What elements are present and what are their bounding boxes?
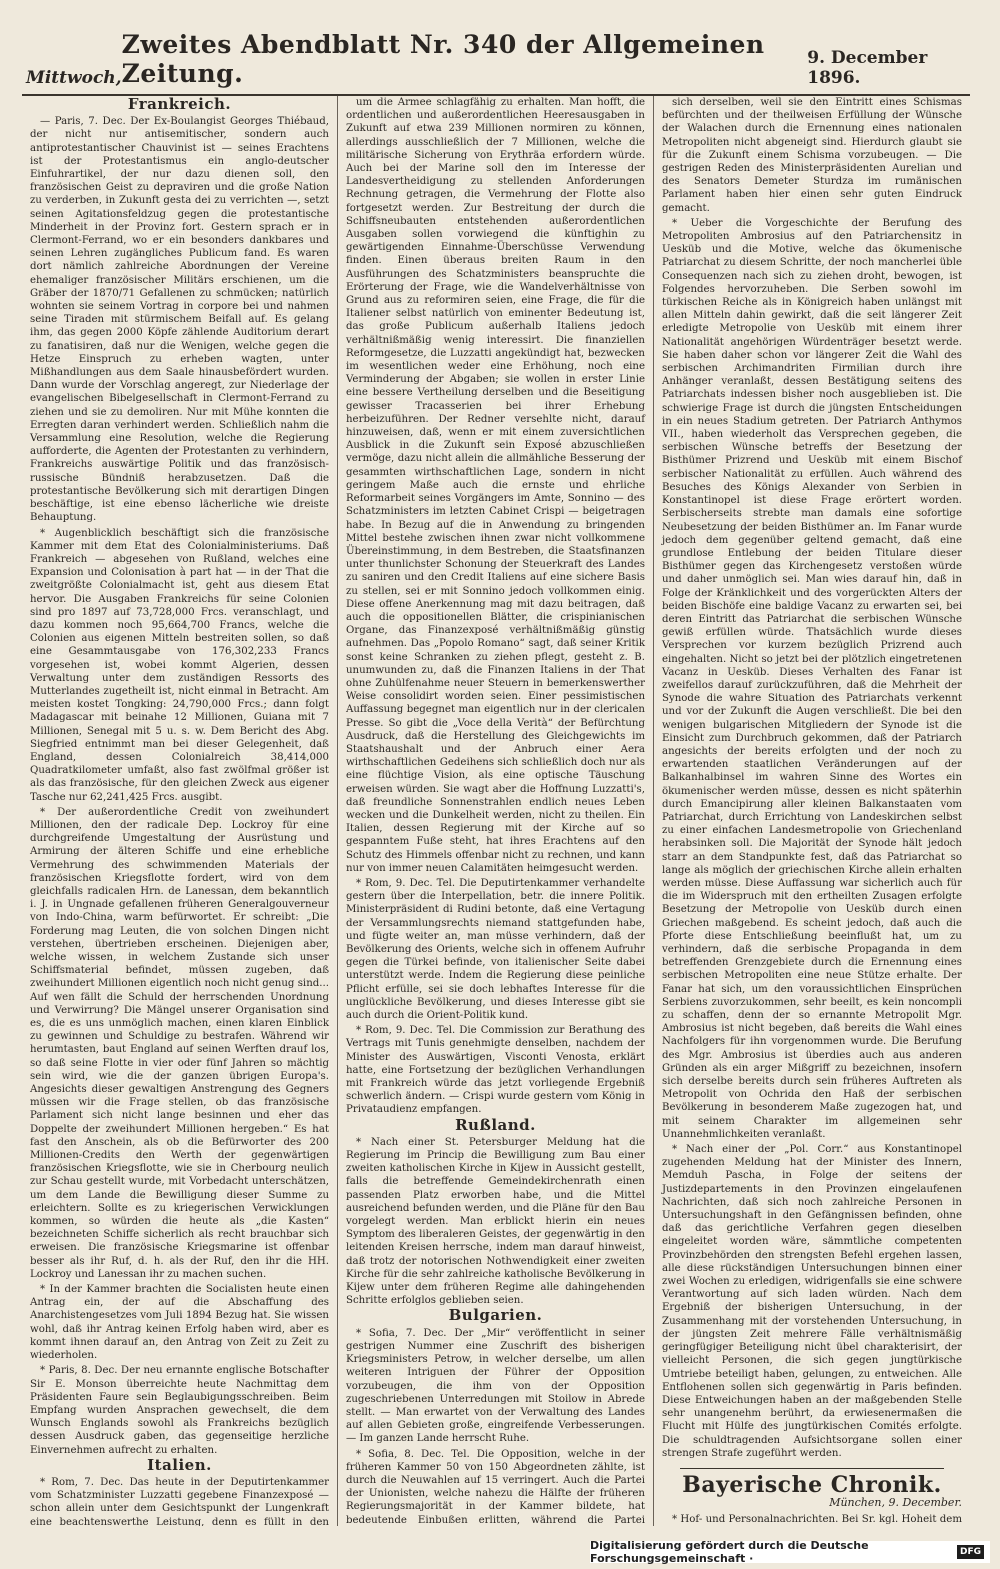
column-1 [22, 96, 338, 1526]
section-divider [680, 1468, 944, 1469]
column-3 [654, 96, 970, 1526]
article-paragraph: * Rom, 9. Dec. Tel. Die Deputirtenkammer verhandelte gestern über die Interpellation, betr. die innere Politik. Ministerpräsident di Rudini betonte, daß eine Vertagung der Versammlungsrechts niemand stattgefunden habe, und fügte weiter an, man müsse verhindern, daß der Bevölkerung des Orients, welche sich in offenem Aufruhr gegen die Türkei befinde, von italienischer Seite dabei unterstützt werde. Indem die Regierung diese peinliche Pflicht erfülle, sei sie doch lebhaftes Interesse für die unglückliche Bevölkerung, und dieses Interesse gibt sie auch durch die Orient-Politik kund. [346, 877, 645, 1022]
footer-credit: Digitalisierung gefördert durch die Deutsche Forschungsgemeinschaft · [590, 1539, 869, 1565]
article-paragraph: * Augenblicklich beschäftigt sich die französische Kammer mit dem Etat des Colonialministeriums. Daß Frankreich — abgesehen von Rußland, welches eine Expansion und Colonisation à part hat — in der That die zweitgrößte Colonialmacht ist, geht aus diesem Etat hervor. Die Ausgaben Frankreichs für seine Colonien sind pro 1897 auf 73,728,000 Frcs. veranschlagt, und dazu kommen noch 95,664,700 Francs, welche die Colonien aus eigenen Mitteln bestreiten sollen, so daß eine Gesammtausgabe von 176,302,233 Francs vorgesehen ist, wobei kommt Algerien, dessen Verwaltung unter dem zuständigen Ressorts des Mutterlandes zugetheilt ist, nicht einmal in Betracht. Am meisten kostet Tongking: 24,790,000 Frcs.; dann folgt Madagascar mit beinahe 12 Millionen, Guiana mit 7 Millionen, Senegal mit 5 u. s. w. Dem Bericht des Abg. Siegfried entnimmt man bei dieser Gelegenheit, daß England, dessen Colonialreich 38,414,000 Quadratkilometer umfaßt, also fast zwölfmal größer ist als das französische, für den gleichen Zweck aus eigener Tasche nur 62,241,425 Frcs. ausgibt. [30, 527, 329, 803]
section-title: Rußland. [455, 1115, 536, 1134]
article-paragraph: * Nach einer der „Pol. Corr.“ aus Konstantinopel zugehenden Meldung hat der Minister des Innern, Memduh Pascha, in Folge der seitens der Justizdepartements in den Provinzen eingelaufenen Nachrichten, daß sich noch zahlreiche Personen in Untersuchungshaft in den Gefängnissen befinden, ohne daß das gerichtliche Verfahren gegen dieselben eingeleitet worden wäre, sämmtliche competenten Provinzbehörden den strengsten Befehl ergehen lassen, alle diese rückständigen Untersuchungen binnen einer zwei Wochen zu erledigen, widrigenfalls sie eine schwere Verantwortung auf sich laden würden. Nach dem Ergebniß der bisherigen Untersuchung, in der Zusammenhang mit der vorstehenden Untersuchung, in der jüngsten Zeit mehrere Fälle verhältnismäßig geringfügiger Beteiligung nicht übel charakterisirt, der vielleicht Personen, die sich gegen jungtürkische Umtriebe beteiligt haben, gelungen, zu entweichen. Alle Entflohenen sollen sich gegenwärtig in Paris befinden. Diese Entweichungen haben an der maßgebenden Stelle sehr unangenehm berührt, da erwiesenermaßen die Flucht mit Hülfe des jungtürkischen Comités erfolgte. Die schuldtragenden Aufsichtsorgane sollen einer strengen Strafe zugeführt werden. [662, 1144, 962, 1459]
chronicle-title: Bayerische Chronik. [682, 1471, 942, 1498]
article-paragraph: * Hof- und Personalnachrichten. Bei Sr. kgl. Hoheit dem [672, 1514, 962, 1526]
article-paragraph: * Der außerordentliche Credit von zweihundert Millionen, den der radicale Dep. Lockroy für eine durchgreifende Umgestaltung der Ausrüstung und Armirung der älteren Schiffe und eine erhebliche Vermehrung des schwimmenden Materials der französischen Kriegsflotte fordert, wird von dem gleichfalls radicalen Hrn. de Lanessan, dem bekanntlich i. J. in Ungnade gefallenen früheren Generalgouverneur von Indo-China, warm befürwortet. Er schreibt: „Die Forderung mag Leuten, die von solchen Dingen nicht verstehen, übertrieben erscheinen. Diejenigen aber, welche wissen, in welchem Zustande sich unser Schiffsmaterial befindet, müssen zugeben, daß zweihundert Millionen eigentlich noch nicht genug sind... Auf wen fällt die Schuld der herrschenden Unordnung und Verwirrung? Die Mängel unserer Organisation sind es, die es uns unmöglich machen, einen klaren Einblick zu gewinnen und Schuldige zu bestrafen. Während wir herumtasten, baut England auf seinen Werften drauf los, so daß seine Flotte in vier oder fünf Jahren so mächtig sein wird, wie die der ganzen übrigen Europa's. Angesichts dieser gewaltigen Anstrengung des Gegners müssen wir die Frage stellen, ob das französische Parlament sich nicht lange besinnen und eher das Doppelte der zweihundert Millionen hergeben.“ Es hat fast den Anschein, als ob die Befürworter des 200 Millionen-Credits den Werth der gegenwärtigen französischen Kriegsflotte, wie sie in Cherbourg neulich zur Schau gestellt wurde, mit Vorbedacht unterschätzen, um dem Lande die Bewilligung dieser Summe zu erleichtern. Sollte es zu kriegerischen Verwicklungen kommen, so würden die heute als „die Kasten“ bezeichneten Schiffe sicherlich als recht brauchbar sich erweisen. Die französische Kriegsmarine ist offenbar besser als ihr Ruf, d. h. als der Ruf, den ihr die HH. Lockroy und Lanessan ihr zu machen suchen. [30, 806, 329, 1280]
article-paragraph: * Rom, 7. Dec. Das heute in der Deputirtenkammer vom Schatzminister Luzzatti gegebene Finanzexposé — schon allein unter dem Gesichtspunkt der Lungenkraft eine beachtenswerthe Leistung, denn es füllt in den [30, 1476, 329, 1526]
article-paragraph: * Sofia, 8. Dec. Tel. Die Opposition, welche in der früheren Kammer 50 von 150 Abgeordneten zählte, ist durch die Neuwahlen auf 15 verringert. Auch die Partei der Unionisten, welche nahezu die Hälfte der früheren Regierungsmajorität in der Kammer bildete, hat bedeutende Einbußen erlitten, während die Partei [346, 1448, 645, 1526]
article-paragraph: * Sofia, 7. Dec. Der „Mir“ veröffentlicht in seiner gestrigen Nummer eine Zuschrift des bisherigen Kriegsministers Petrow, in welcher derselbe, um allen weiteren Intriguen der Führer der Opposition vorzubeugen, die ihm von der Opposition zugeschriebenen Unterredungen mit Stoilow in Abrede stellt. — Man erwartet von der Verwaltung des Landes auf allen Gebieten große, eingreifende Verbesserungen. — Im ganzen Lande herrscht Ruhe. [346, 1327, 645, 1445]
footer-credit-bar [590, 1541, 990, 1563]
masthead-day: Mittwoch, [26, 68, 122, 88]
masthead [22, 30, 970, 96]
article-paragraph: um die Armee schlagfähig zu erhalten. Man hofft, die ordentlichen und außerordentlichen Heeresausgaben in Zukunft auf etwa 239 Millionen normiren zu können, allerdings ausschließlich der 7 Millionen, welche die militärische Sicherung von Erythräa erfordern würde. Auch bei der Marine soll den im Interesse der Landesvertheidigung zu stellenden Anforderungen Rechnung getragen, die Vermehrung der Flotte also fortgesetzt werden. Zur Bestreitung der durch die Schiffsneubauten entstehenden außerordentlichen Ausgaben sollen vorwiegend die künftighin zu gewärtigenden Einnahme-Überschüsse Verwendung finden. Einen überaus breiten Raum in den Ausführungen des Schatzministers beanspruchte die Erörterung der Frage, wie die Wandelverhältnisse von Grund aus zu reformiren seien, eine Frage, die für die Italiener selbst natürlich von eminenter Bedeutung ist, das große Publicum außerhalb Italiens jedoch verhältnißmäßig wenig interessirt. Die finanziellen Reformgesetze, die Luzzatti angekündigt hat, bezwecken im wesentlichen weder eine Erhöhung, noch eine Verminderung der Abgaben; sie wollen in erster Linie eine bessere Vertheilung derselben und die Beseitigung gewisser Tracasserien bei ihrer Erhebung herbeizuführen. Der Redner versehlte nicht, darauf hinzuweisen, daß, wenn er mit einem zuversichtlichen Ausblick in die Zukunft sein Exposé abzuschließen vermöge, dazu nicht allein die allmähliche Besserung der gesammten wirthschaftlichen Lage, sondern in nicht geringem Maße auch die ernste und ehrliche Reformarbeit seines Vorgängers im Amte, Sonnino — des Schatzministers im letzten Cabinet Crispi — beigetragen habe. In Bezug auf die in Anwendung zu bringenden Mittel bestehe zwischen ihnen zwar nicht vollkommene Übereinstimmung, in dem Bestreben, die Staatsfinanzen unter thunlichster Schonung der Steuerkraft des Landes zu saniren und den Credit Italiens auf eine sichere Basis zu stellen, sei er mit Sonnino jedoch vollkommen einig. Diese offene Anerkennung mag mit dazu beitragen, daß auch die oppositionellen Blätter, die crispinianischen Organe, das Finanzexposé verhältnißmäßig günstig aufnehmen. Das „Popolo Romano“ sagt, daß seiner Kritik sonst keine Schranken zu ziehen pflegt, gesteht z. B. unumwunden zu, daß die Finanzen Italiens in der That ohne Zuhülfenahme neuer Steuern in bemerkenswerther Weise consolidirt worden seien. Einer pessimistischen Auffassung begegnet man eigentlich nur in der clericalen Presse. So gibt die „Voce della Verità“ der Befürchtung Ausdruck, daß die Herstellung des Gleichgewichts im Staatshaushalt und der Anbruch einer Aera wirthschaftlichen Gedeihens sich schließlich doch nur als eine flüchtige Vision, als eine optische Täuschung erweisen würden. Sie wagt aber die Hoffnung Luzzatti's, daß freundliche Sonnenstrahlen endlich neues Leben wecken und die Dunkelheit werden, nicht zu theilen. Ein Italien, dessen Regierung mit der Kirche auf so gespanntem Fuße steht, hat ihres Erachtens auf den Schutz des Himmels offenbar nicht zu rechnen, und kann nur von immer neuen Calamitäten heimgesucht werden. [346, 97, 645, 874]
article-paragraph: * Rom, 9. Dec. Tel. Die Commission zur Berathung des Vertrags mit Tunis genehmigte denselben, nachdem der Minister des Auswärtigen, Visconti Venosta, erklärt hatte, eine Fortsetzung der bezüglichen Verhandlungen mit Frankreich würde das jetzt vorliegende Ergebniß schwerlich ändern. — Crispi wurde gestern vom König in Privataudienz empfangen. [346, 1025, 645, 1116]
newspaper-page [22, 30, 970, 1526]
article-paragraph: * Paris, 8. Dec. Der neu ernannte englische Botschafter Sir E. Monson überreichte heute Nachmittag dem Präsidenten Faure sein Beglaubigungsschreiben. Beim Empfang wurden Ansprachen gewechselt, die dem Wunsch Englands sowohl als Frankreichs bezüglich dessen Ausdruck gaben, das gegenseitige herzliche Einvernehmen aufrecht zu erhalten. [30, 1365, 329, 1456]
section-title: Frankreich. [127, 96, 232, 113]
column-2 [338, 96, 654, 1526]
columns [22, 96, 970, 1526]
masthead-date: 9. December 1896. [807, 48, 928, 88]
article-paragraph: * Ueber die Vorgeschichte der Berufung des Metropoliten Ambrosius auf den Patriarchensitz in Uesküb und die Motive, welche das ökumenische Patriarchat zu diesem Schritte, der noch mancherlei üble Consequenzen nach sich zu ziehen droht, bewogen, ist Folgendes hervorzuheben. Die Serben sowohl im türkischen Reiche als in Königreich haben unlängst mit allen Mitteln dahin gewirkt, daß die seit längerer Zeit erledigte Metropolie von Uesküb mit einem ihrer Nationalität angehörigen Würdenträger besetzt werde. Sie haben daher schon vor längerer Zeit die Wahl des serbischen Archimandriten Firmilian durch ihre Anhänger veranlaßt, dessen Bestätigung seitens des Patriarchats indessen bisher noch ausgeblieben ist. Die schwierige Frage ist durch die jüngsten Entscheidungen in ein neues Stadium getreten. Der Patriarch Anthymos VII., haben wiederholt das Versprechen gegeben, die serbischen Wünsche betreffs der Besetzung der Bisthümer Prizrend und Uesküb mit einem Bischof serbischer Nationalität zu erfüllen. Auch während des Besuches des Königs Alexander von Serbien in Konstantinopel ist diese Frage erörtert worden. Serbischerseits strebte man damals eine sofortige Neubesetzung der beiden Bisthümer an. Im Fanar wurde jedoch dem gegenüber geltend gemacht, daß eine grundlose Entlebung der beiden Titulare dieser Bisthümer gegen das Kirchengesetz verstoßen würde und daher unmöglich sei. Man wies darauf hin, daß in Folge der Kränklichkeit und des vorgerückten Alters der beiden Bischöfe eine baldige Vacanz zu erwarten sei, bei deren Eintritt das Patriarchat die serbischen Wünsche gewiß erfüllen würde. Thatsächlich wurde dieses Versprechen vor kurzem bezüglich Prizrend auch eingehalten. Nicht so jetzt bei der plötzlich eingetretenen Vacanz in Uesküb. Dieses Verhalten des Fanar ist zweifellos darauf zurückzuführen, daß die Mehrheit der Synode die wahre Situation des Patriarchats verkennt und vor der Zukunft die Augen verschließt. Die bei den wenigen bulgarischen Mitgliedern der Synode ist die Einsicht zum Durchbruch gekommen, daß der Patriarch angesichts der bereits erfolgten und der noch zu erwartenden staatlichen Veränderungen auf der Balkanhalbinsel im wahren Sinne des Wortes ein ökumenischer werden müsse, dessen es nicht späterhin durch Emancipirung aller kleinen Balkanstaaten vom Patriarchat, durch Errichtung von Landeskirchen selbst zu einer einfachen Landesmetropolie von Griechenland herabsinken soll. Die Majorität der Synode hält jedoch starr an dem Standpunkte fest, daß das Patriarchat so lange als möglich der griechischen Kirche allein erhalten werden müsse. Diese Auffassung war sicherlich auch für die im Widerspruch mit den ertheilten Zusagen erfolgte Besetzung der Metropolie von Uesküb durch einen Griechen maßgebend. Es scheint jedoch, daß auch die Pforte diese Entschließung beeinflußt hat, um zu verhindern, daß die serbische Propaganda in dem betreffenden Grenzgebiete durch die Ernennung eines serbischen Metropoliten eine neue Stütze erhalte. Der Fanar hat sich, um den voraussichtlichen Einsprüchen Serbiens zuvorzukommen, sehr beeilt, es kein noncompli zu schaffen, denn der so ernannte Metropolit Mgr. Ambrosius ist nicht begeben, daß bereits die Wahl eines Nachfolgers für ihn vorgenommen wurde. Die Berufung des Mgr. Ambrosius ist überdies auch aus anderen Gründen als ein arger Mißgriff zu bezeichnen, insofern sich derselbe bereits durch sein früheres Auftreten als Metropolit von Ochrida den Haß der serbischen Bevölkerung in besonderem Maße zugezogen hat, und mit seinem Charakter im allgemeinen sehr Unannehmlichkeiten veranlaßt. [662, 217, 962, 1140]
masthead-title: Zweites Abendblatt Nr. 340 der Allgemeinen Zeitung. [121, 30, 765, 88]
article-paragraph: — Paris, 7. Dec. Der Ex-Boulangist Georges Thiébaud, der nicht nur antisemitischer, sondern auch antiprotestantischer Chauvinist ist — seines Erachtens ist der Protestantismus ein anglo-deutscher Einfuhrartikel, der nur dazu dienen soll, den französischen Geist zu depraviren und die große Nation zu verderben, in Zukunft gesta dei zu verrichten —, setzt seinen Agitationsfeldzug gegen die protestantische Minderheit in der Provinz fort. Gestern sprach er in Clermont-Ferrand, wo er ein besonders dankbares und seinen Lehren zugängliches Publicum fand. Es waren dort nämlich zahlreiche Abordnungen der Vereine ehemaliger französischer Militärs erschienen, um die Gräber der 1870/71 Gefallenen zu schmücken; natürlich wohnten sie seinem Vortrag in corpore bei und nahmen seine Tiraden mit stürmischem Beifall auf. Es gelang ihm, das gegen 2000 Köpfe zählende Auditorium derart zu fanatisiren, daß nur die Wenigen, welche gegen die Hetze Einspruch zu erheben wagten, unter Mißhandlungen aus dem Saale hinausbefördert wurden. Dann wurde der Vorschlag angeregt, zur Niederlage der evangelischen Bibelgesellschaft in Clermont-Ferrand zu ziehen und sie zu demoliren. Nur mit Mühe konnten die Erregten daran verhindert werden. Schließlich nahm die Versammlung eine Resolution, welche die Regierung aufforderte, die Agenten der Protestanten zu verhindern, Frankreichs auswärtige Politik und das französisch-russische Bündniß herabzusetzen. Daß die protestantische Bevölkerung sich mit derartigen Dingen beschäftige, ist eine ebenso lächerliche wie dreiste Behauptung. [30, 116, 329, 524]
article-paragraph: * Nach einer St. Petersburger Meldung hat die Regierung im Princip die Bewilligung zum Bau einer zweiten katholischen Kirche in Kijew in Aussicht gestellt, falls die betreffende Gemeindekirchenrath einen passenden Platz erworben habe, und die Mittel ausreichend befunden werden, und die Pläne für den Bau vorgelegt werden. Man erblickt hierin ein neues Symptom des liberaleren Geistes, der gegenwärtig in den leitenden Kreisen herrsche, indem man darauf hinweist, daß trotz der notorischen Nothwendigkeit einer zweiten Kirche für die sehr zahlreiche katholische Bevölkerung in Kijew unter dem früheren Regime alle dahingehenden Schritte erfolglos geblieben seien. [346, 1136, 645, 1307]
dateline: München, 9. December. [829, 1496, 962, 1510]
section-title: Italien. [147, 1455, 212, 1474]
article-paragraph: * In der Kammer brachten die Socialisten heute einen Antrag ein, der auf die Abschaffung des Anarchistengesetzes vom Juli 1894 Bezug hat. Sie wissen wohl, daß ihr Antrag keinen Erfolg haben wird, aber es kommt ihnen darauf an, den Antrag von Zeit zu Zeit zu wiederholen. [30, 1284, 329, 1362]
dfg-logo: DFG [957, 1545, 984, 1559]
article-paragraph: sich derselben, weil sie den Eintritt eines Schismas befürchten und der theilweisen Erfüllung der Wünsche der Walachen durch die Ernennung eines nationalen Metropoliten nicht abgeneigt sind. Hierdurch glaubt sie für die Zukunft einem Schisma vorzubeugen. — Die gestrigen Reden des Ministerpräsidenten Aurelian und des Senators Demeter Sturdza im rumänischen Parlament haben hier einen sehr guten Eindruck gemacht. [662, 97, 962, 214]
section-title: Bulgarien. [448, 1306, 543, 1325]
